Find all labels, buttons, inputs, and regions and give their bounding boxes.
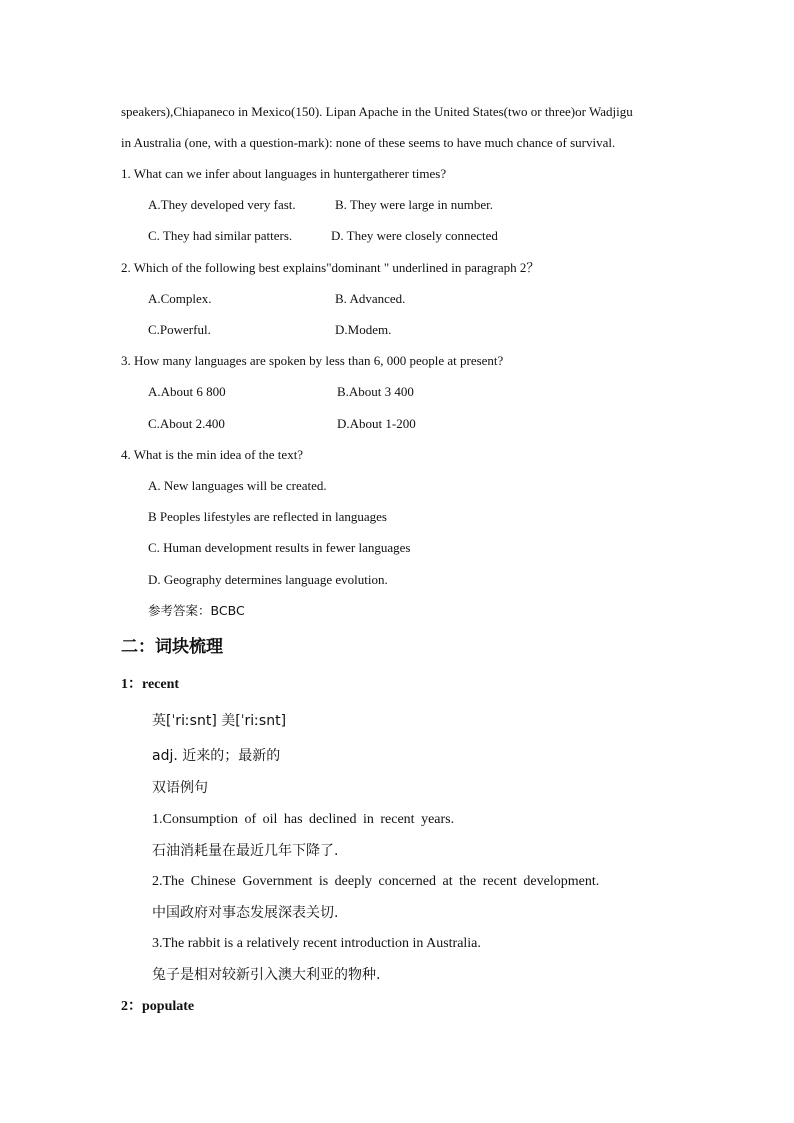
question-1-option-c: C. They had similar patters. <box>148 228 293 243</box>
question-3-option-a: A.About 6 800 <box>148 384 226 399</box>
question-1-option-b: B. They were large in number. <box>335 197 494 212</box>
question-3-option-d: D.About 1-200 <box>337 416 416 431</box>
vocab-1-example-2-zh: 中国政府对事态发展深表关切. <box>152 905 339 921</box>
vocab-1-pronunciation: 英[ˈriːsnt] 美[ˈriːsnt] <box>152 713 287 729</box>
passage-line-1: speakers),Chiapaneco in Mexico(150). Lipan Apache in the United States(two or three)or Wadjigu <box>121 104 633 119</box>
question-2-stem: 2. Which of the following best explains"dominant " underlined in paragraph 2？ <box>121 260 540 275</box>
question-4-stem: 4. What is the min idea of the text? <box>121 447 304 462</box>
vocab-1-example-1-zh: 石油消耗量在最近几年下降了. <box>152 843 339 859</box>
question-1-option-a: A.They developed very fast. <box>148 197 296 212</box>
question-2-option-b: B. Advanced. <box>335 291 406 306</box>
question-3-option-c: C.About 2.400 <box>148 416 225 431</box>
vocab-1-heading: 1：recent <box>121 677 180 692</box>
question-4-option-a: A. New languages will be created. <box>148 478 327 493</box>
question-2-option-c: C.Powerful. <box>148 322 211 337</box>
vocab-1-examples-label: 双语例句 <box>152 780 208 796</box>
question-4-option-b: B Peoples lifestyles are reflected in languages <box>148 509 387 524</box>
vocab-1-example-3-zh: 兔子是相对较新引入澳大利亚的物种. <box>152 967 381 983</box>
vocab-1-example-1-en: 1.Consumption of oil has declined in recent years. <box>152 812 455 827</box>
question-1-stem: 1. What can we infer about languages in huntergatherer times? <box>121 166 447 181</box>
vocab-1-example-3-en: 3.The rabbit is a relatively recent introduction in Australia. <box>152 936 481 951</box>
question-1-option-d: D. They were closely connected <box>331 228 498 243</box>
answer-key: 参考答案：BCBC <box>148 603 245 618</box>
question-3-stem: 3. How many languages are spoken by less than 6, 000 people at present? <box>121 353 504 368</box>
question-4-option-c: C. Human development results in fewer languages <box>148 540 411 555</box>
question-4-option-d: D. Geography determines language evolution. <box>148 572 388 587</box>
vocab-2-heading: 2：populate <box>121 999 195 1014</box>
section-heading: 二：词块梳理 <box>121 637 223 657</box>
passage-line-2: in Australia (one, with a question-mark): none of these seems to have much chance of survival. <box>121 135 616 150</box>
vocab-1-example-2-en: 2.The Chinese Government is deeply concerned at the recent development. <box>152 874 600 889</box>
vocab-1-part-of-speech: adj. 近来的；最新的 <box>152 748 281 764</box>
question-2-option-d: D.Modem. <box>335 322 392 337</box>
question-3-option-b: B.About 3 400 <box>337 384 414 399</box>
question-2-option-a: A.Complex. <box>148 291 212 306</box>
